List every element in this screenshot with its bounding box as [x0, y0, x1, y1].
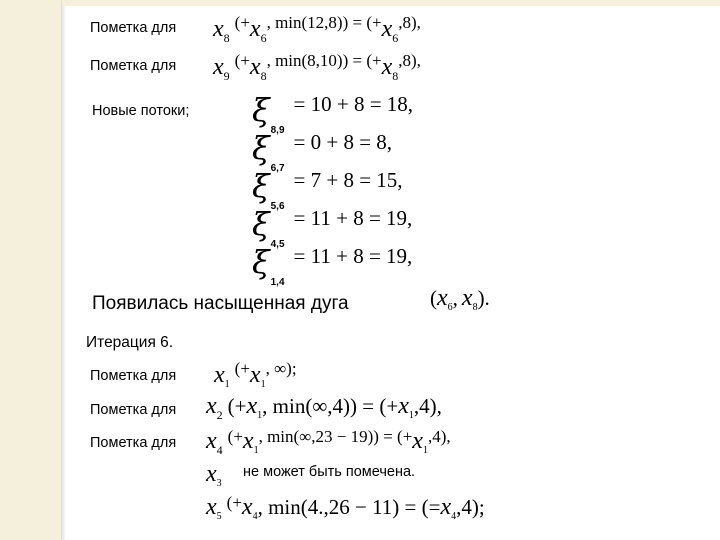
flow-6-7: $\xi_{6,7} = 0 + 8 = 8$,	[252, 129, 393, 174]
mark-label-2: Пометка для	[90, 58, 177, 74]
formula-it-x5: $x_5$ $^{(+}x_4$, $\min(4.,26 - 11) = (=x_4,4)$;	[206, 493, 485, 522]
cannot-mark-label: не может быть помечена.	[243, 464, 416, 480]
formula-it-x1: $x_1$ $^{(+}x_1^{, \infty);}$	[214, 359, 297, 390]
formula-mark-x9: $x_9$ $^{(+}x_8^{, min(8,10)) = (+}x_8^{,8),}$	[213, 51, 421, 83]
formula-mark-x8: $x_8$ $^{(+}x_6^{, min(12,8)) = (+}x_6^{,8),}$	[213, 13, 421, 45]
saturated-arc-formula: ($x_6$, $x_8$).	[430, 285, 490, 313]
formula-it-x2: $x_2$ ($+x_1$, $\min(\infty,4)) = (+x_1,4)$,	[206, 393, 442, 422]
flow-4-5: $\xi_{4,5} = 11 + 8 = 19$,	[252, 205, 413, 250]
formula-it-x4: $x_4$ $^{(+}x_1^{, min(\infty,23 - 19)) = (+}x_1^{,4),}$	[206, 427, 451, 457]
slide-card-shadow	[62, 6, 66, 540]
flow-1-4: $\xi_{1,4} = 11 + 8 = 19$,	[252, 243, 413, 288]
flow-5-6: $\xi_{5,6} = 7 + 8 = 15$,	[252, 167, 403, 212]
mark-label-it-1: Пометка для	[90, 368, 177, 384]
mark-label-it-3: Пометка для	[90, 435, 177, 451]
saturated-arc-label: Появилась насыщенная дуга	[92, 293, 349, 314]
new-flows-label: Новые потоки;	[92, 103, 190, 119]
mark-label-it-2: Пометка для	[90, 402, 177, 418]
iteration-heading: Итерация 6.	[86, 334, 174, 351]
slide-left-border	[0, 0, 62, 540]
mark-label-1: Пометка для	[90, 20, 177, 36]
flow-8-9: $\xi_{8,9} = 10 + 8 = 18$,	[252, 91, 414, 136]
formula-it-x3: $x_3$	[206, 461, 222, 489]
